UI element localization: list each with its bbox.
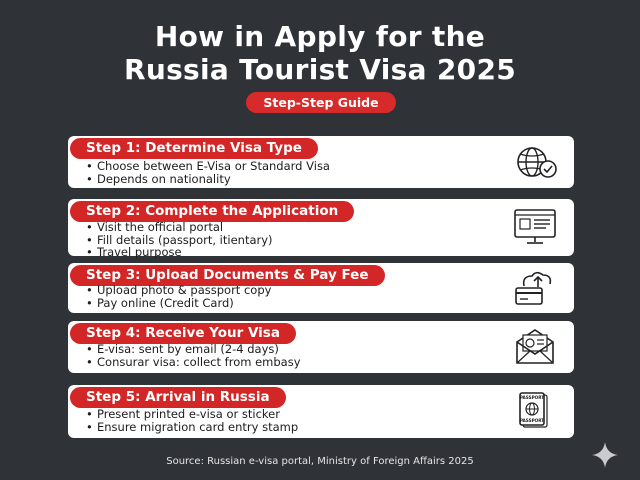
step-bullets — [86, 284, 271, 309]
step-card-1 — [68, 136, 574, 188]
step-bullets — [86, 160, 330, 185]
step-bullets — [86, 221, 273, 259]
monitor-form-icon — [510, 207, 560, 247]
step-title: Step 5: Arrival in Russia — [70, 387, 286, 408]
list-item: • Pay online (Credit Card) — [86, 297, 271, 310]
step-title: Step 2: Complete the Application — [70, 201, 354, 222]
page-title-line-2: Russia Tourist Visa 2025 — [123, 53, 517, 86]
list-item: • Upload photo & passport copy — [86, 284, 271, 297]
list-item: • Fill details (passport, itientary) — [86, 234, 273, 247]
list-item: • Present printed e-visa or sticker — [86, 408, 298, 421]
source-note: Source: Russian e-visa portal, Ministry of Foreign Affairs 2025 — [166, 456, 474, 467]
step-title: Step 3: Upload Documents & Pay Fee — [70, 265, 385, 286]
cloud-upload-card-icon — [510, 268, 560, 308]
step-card-4 — [68, 321, 574, 373]
list-item: • E-visa: sent by email (2-4 days) — [86, 343, 301, 356]
step-title: Step 1: Determine Visa Type — [70, 138, 318, 159]
step-card-5 — [68, 385, 574, 438]
sparkle-icon — [590, 440, 620, 470]
guide-badge: Step-Step Guide — [246, 92, 396, 113]
step-bullets — [86, 343, 301, 368]
page-title-line-1: How in Apply for the — [154, 20, 486, 53]
list-item: • Depends on nationality — [86, 173, 330, 186]
envelope-icon — [510, 327, 560, 367]
step-title: Step 4: Receive Your Visa — [70, 323, 296, 344]
step-bullets — [86, 408, 298, 433]
list-item: • Ensure migration card entry stamp — [86, 421, 298, 434]
globe-check-icon — [510, 142, 560, 182]
list-item: • Travel purpose — [86, 246, 273, 259]
list-item: • Choose between E-Visa or Standard Visa — [86, 160, 330, 173]
passport-label-bottom: PASSPORT — [519, 418, 545, 423]
list-item: • Consurar visa: collect from embasy — [86, 356, 301, 369]
passport-label-top: PASSPORT — [519, 395, 545, 400]
step-card-3 — [68, 263, 574, 313]
passport-icon — [510, 391, 560, 431]
list-item: • Visit the official portal — [86, 221, 273, 234]
step-card-2 — [68, 199, 574, 259]
